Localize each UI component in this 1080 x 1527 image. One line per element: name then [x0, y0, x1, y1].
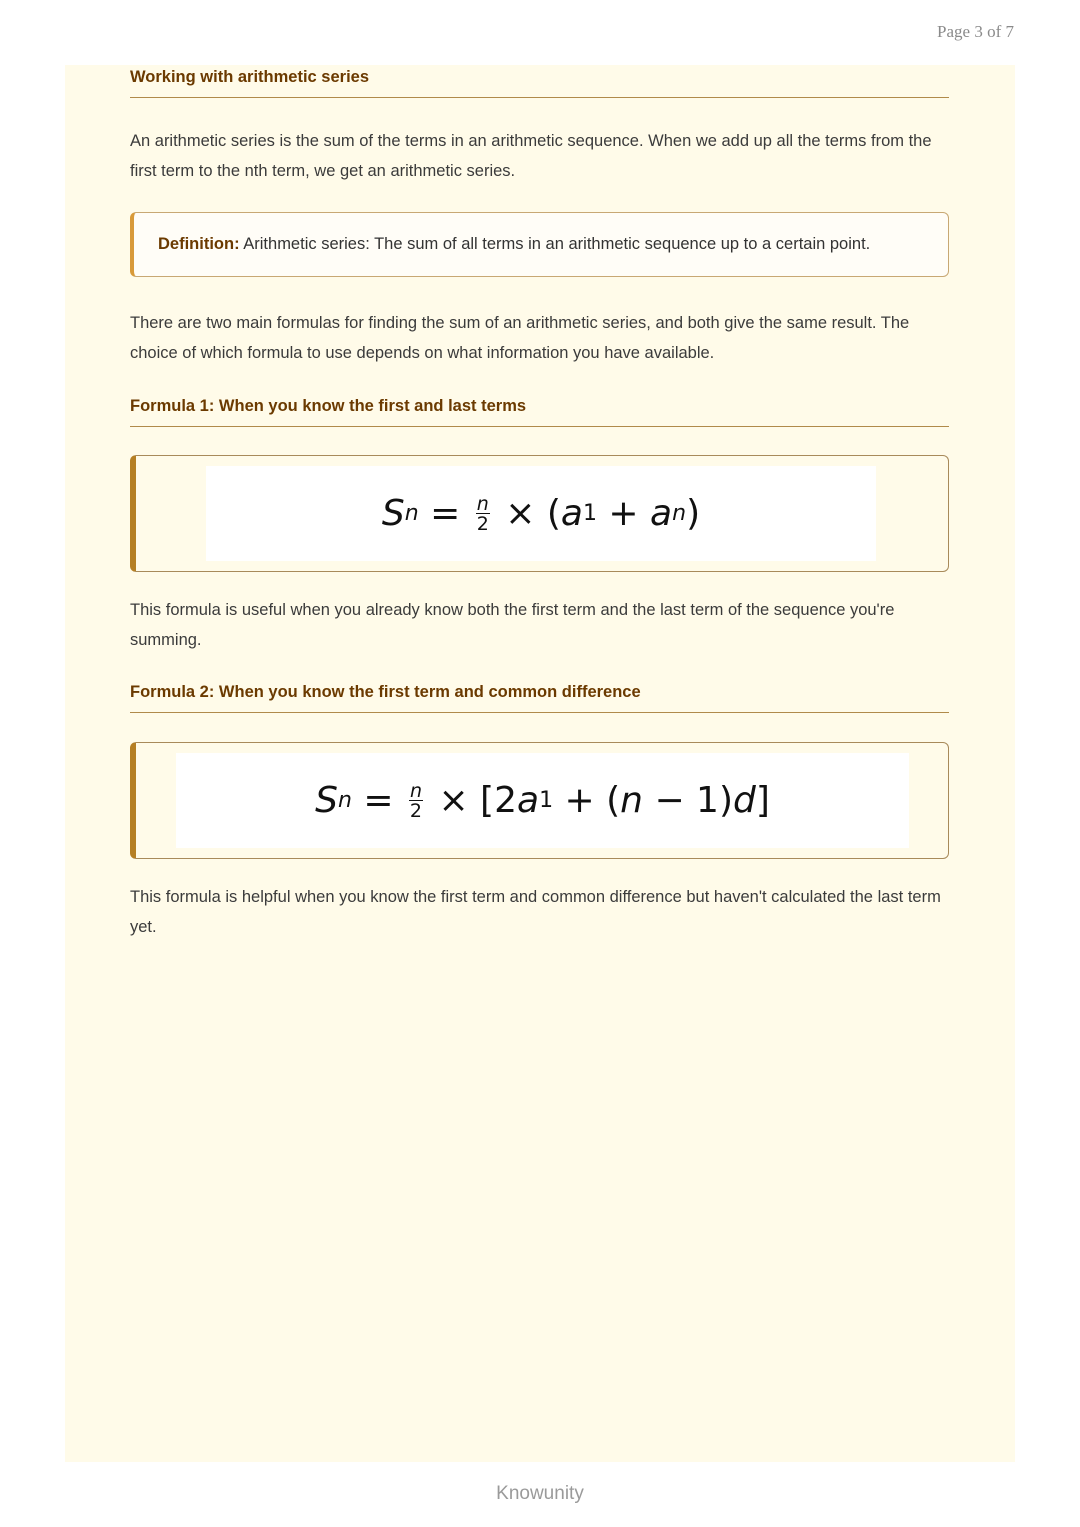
- document-page: [65, 65, 1015, 1462]
- section-heading: Working with arithmetic series: [130, 68, 949, 98]
- definition-label: Definition:: [158, 235, 240, 253]
- formula1-note-block: [130, 596, 949, 655]
- definition-text: Arithmetic series: The sum of all terms in an arithmetic sequence up to a certain point.: [243, 235, 871, 253]
- footer-brand: Knowunity: [496, 1483, 584, 1504]
- definition-callout: [130, 212, 949, 277]
- formula2-heading: Formula 2: When you know the first term and common difference: [130, 683, 949, 713]
- formula1-heading: Formula 1: When you know the first and last terms: [130, 397, 949, 427]
- two-formulas-block: [130, 309, 949, 368]
- formula1-equation: S n = $\frac{n}{2}$ × ( a 1 + a n ): [381, 492, 701, 535]
- section-heading-block: [130, 68, 949, 98]
- intro-paragraph: An arithmetic series is the sum of the terms in an arithmetic sequence. When we add up all the terms from the first term to the nth term, we get an arithmetic series.: [130, 132, 932, 180]
- formula2-note: This formula is helpful when you know the first term and common difference but haven't calculated the last term yet.: [130, 888, 941, 936]
- formula2-box: [130, 742, 949, 859]
- two-formulas-paragraph: There are two main formulas for finding the sum of an arithmetic series, and both give the same result. The choice of which formula to use depends on what information you have available.: [130, 314, 910, 362]
- definition-box: [130, 212, 949, 277]
- formula1-image: [206, 466, 876, 561]
- formula2-image: [176, 753, 909, 848]
- page-number: Page 3 of 7: [937, 22, 1014, 41]
- formula2-heading-block: [130, 683, 949, 713]
- formula1-box: [130, 455, 949, 572]
- formula1-note: This formula is useful when you already know both the first term and the last term of the sequence you're summing.: [130, 601, 895, 649]
- formula1-box-wrap: [130, 455, 949, 574]
- formula2-note-block: [130, 883, 949, 942]
- formula1-heading-block: [130, 397, 949, 427]
- formula2-equation: S n = $\frac{n}{2}$ × [2 a 1 + ( n − 1) d ]: [315, 779, 770, 822]
- intro-block: [130, 127, 949, 186]
- formula2-box-wrap: [130, 742, 949, 861]
